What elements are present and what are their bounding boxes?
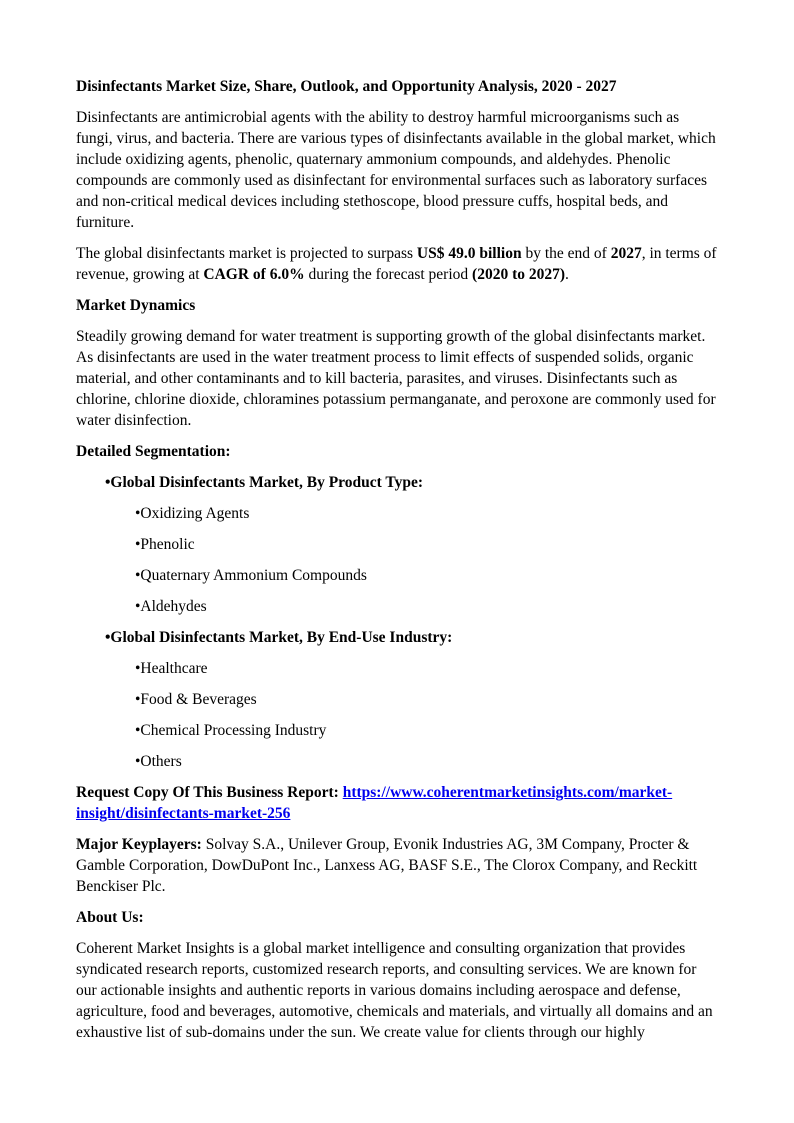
segment-item: •Aldehydes xyxy=(135,598,207,615)
segment-item: •Food & Beverages xyxy=(135,691,257,708)
report-link[interactable]: https://www.coherentmarketinsights.com/market-insight/disinfectants-market-256 xyxy=(76,784,673,822)
projection-text-1: The global disinfectants market is projected to surpass xyxy=(76,245,417,262)
segment-item: •Quaternary Ammonium Compounds xyxy=(135,567,367,584)
segment-item: •Others xyxy=(135,753,182,770)
request-copy-label: Request Copy Of This Business Report: xyxy=(76,784,343,801)
projection-text-4: during the forecast period xyxy=(304,266,473,283)
intro-paragraph: Disinfectants are antimicrobial agents with the ability to destroy harmful microorganisms such as fungi, virus, and bacteria. There are various types of disinfectants available in the global market, which include oxidizing agents, phenolic, quaternary ammonium compounds, and aldehydes. Phenolic compounds are commonly used as disinfectant for environmental surfaces such as laboratory surfaces and non-critical medical devices including stethoscope, blood pressure cuffs, hospital beds, and furniture. xyxy=(76,109,716,231)
projection-value: US$ 49.0 billion xyxy=(416,245,522,262)
keyplayers-text: Solvay S.A., Unilever Group, Evonik Industries AG, 3M Company, Procter & Gamble Corporation, DowDuPont Inc., Lanxess AG, BASF S.E., The Clorox Company, and Reckitt Benckiser Plc. xyxy=(76,836,698,895)
projection-text-2: by the end of xyxy=(521,245,611,262)
segment-item: •Chemical Processing Industry xyxy=(135,722,327,739)
projection-period: (2020 to 2027) xyxy=(472,266,566,283)
about-paragraph: Coherent Market Insights is a global market intelligence and consulting organization that provides syndicated research reports, customized research reports, and consulting services. We are known for our actionable insights and authentic reports in various domains including aerospace and defense, agriculture, food and beverages, automotive, chemicals and materials, and virtually all domains and an exhaustive list of sub-domains under the sun. We create value for clients through our highly xyxy=(76,940,713,1041)
segment-item: •Oxidizing Agents xyxy=(135,505,250,522)
segment-group-label: •Global Disinfectants Market, By Product Type: xyxy=(105,474,423,491)
market-dynamics-heading: Market Dynamics xyxy=(76,297,196,314)
keyplayers-paragraph xyxy=(76,834,718,897)
document-title: Disinfectants Market Size, Share, Outlook, and Opportunity Analysis, 2020 - 2027 xyxy=(76,78,617,95)
projection-text-5: . xyxy=(565,266,569,283)
projection-cagr: CAGR of 6.0% xyxy=(203,266,305,283)
segmentation-heading: Detailed Segmentation: xyxy=(76,443,231,460)
request-copy-paragraph xyxy=(76,782,718,824)
projection-year: 2027 xyxy=(610,245,642,262)
keyplayers-label: Major Keyplayers: xyxy=(76,836,202,853)
segment-item: •Healthcare xyxy=(135,660,208,677)
segment-item: •Phenolic xyxy=(135,536,195,553)
about-heading: About Us: xyxy=(76,909,144,926)
projection-paragraph xyxy=(76,243,718,285)
projection-text-3: , in terms of revenue, growing at xyxy=(76,245,717,283)
market-dynamics-paragraph: Steadily growing demand for water treatment is supporting growth of the global disinfectants market. As disinfectants are used in the water treatment process to limit effects of suspended solids, organic material, and other contaminants and to kill bacteria, parasites, and viruses. Disinfectants such as chlorine, chlorine dioxide, chloramines potassium permanganate, and peroxone are commonly used for water disinfection. xyxy=(76,328,716,429)
segment-group-label: •Global Disinfectants Market, By End-Use Industry: xyxy=(105,629,453,646)
